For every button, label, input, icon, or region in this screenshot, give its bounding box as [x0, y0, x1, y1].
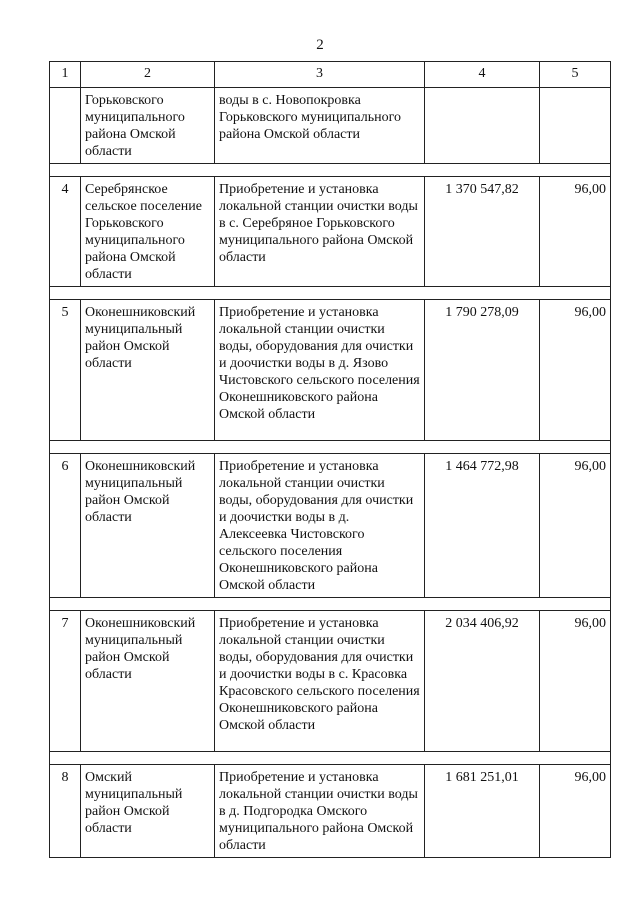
percent-cell: 96,00 — [540, 300, 611, 441]
description-cell: Приобретение и установка локальной станции очистки воды в д. Подгородка Омского муниципального района Омской области — [215, 765, 425, 858]
description-cell: воды в с. Новопокровка Горьковского муниципального района Омской области — [215, 88, 425, 164]
description-cell: Приобретение и установка локальной станции очистки воды в с. Серебряное Горьковского муниципального района Омской области — [215, 177, 425, 287]
municipality-cell: Горьковского муниципального района Омской области — [81, 88, 215, 164]
amount-cell: 1 790 278,09 — [425, 300, 540, 441]
column-header: 2 — [81, 62, 215, 88]
column-header: 3 — [215, 62, 425, 88]
row-number-cell — [50, 88, 81, 164]
description-cell: Приобретение и установка локальной станции очистки воды, оборудования для очистки и доочистки воды в д. Язово Чистовского сельского поселения Оконешниковского района Омской области — [215, 300, 425, 441]
row-separator — [50, 598, 611, 611]
table-row — [50, 88, 611, 164]
amount-cell: 1 464 772,98 — [425, 454, 540, 598]
municipality-cell: Оконешниковский муниципальный район Омской области — [81, 300, 215, 441]
table-row — [50, 611, 611, 752]
column-header: 1 — [50, 62, 81, 88]
table-row — [50, 177, 611, 287]
row-separator — [50, 164, 611, 177]
percent-cell: 96,00 — [540, 177, 611, 287]
header-row — [50, 62, 611, 88]
row-number-cell: 5 — [50, 300, 81, 441]
amount-cell: 1 681 251,01 — [425, 765, 540, 858]
amount-cell: 1 370 547,82 — [425, 177, 540, 287]
municipality-cell: Оконешниковский муниципальный район Омской области — [81, 454, 215, 598]
row-separator — [50, 441, 611, 454]
row-separator — [50, 287, 611, 300]
municipality-cell: Оконешниковский муниципальный район Омской области — [81, 611, 215, 752]
row-number-cell: 8 — [50, 765, 81, 858]
table-body — [50, 88, 611, 858]
table-row — [50, 300, 611, 441]
subsidy-table — [49, 61, 611, 858]
row-number-cell: 4 — [50, 177, 81, 287]
row-number-cell: 6 — [50, 454, 81, 598]
column-header: 4 — [425, 62, 540, 88]
percent-cell: 96,00 — [540, 765, 611, 858]
percent-cell: 96,00 — [540, 611, 611, 752]
amount-cell: 2 034 406,92 — [425, 611, 540, 752]
description-cell: Приобретение и установка локальной станции очистки воды, оборудования для очистки и доочистки воды в д. Алексеевка Чистовского сельского поселения Оконешниковского района Омской области — [215, 454, 425, 598]
row-separator — [50, 752, 611, 765]
percent-cell — [540, 88, 611, 164]
municipality-cell: Омский муниципальный район Омской области — [81, 765, 215, 858]
municipality-cell: Серебрянское сельское поселение Горьковского муниципального района Омской области — [81, 177, 215, 287]
table-row — [50, 454, 611, 598]
page-number: 2 — [316, 37, 324, 53]
row-number-cell: 7 — [50, 611, 81, 752]
table-row — [50, 765, 611, 858]
amount-cell — [425, 88, 540, 164]
description-cell: Приобретение и установка локальной станции очистки воды, оборудования для очистки и доочистки воды в с. Красовка Красовского сельского поселения Оконешниковского района Омской области — [215, 611, 425, 752]
percent-cell: 96,00 — [540, 454, 611, 598]
column-header: 5 — [540, 62, 611, 88]
